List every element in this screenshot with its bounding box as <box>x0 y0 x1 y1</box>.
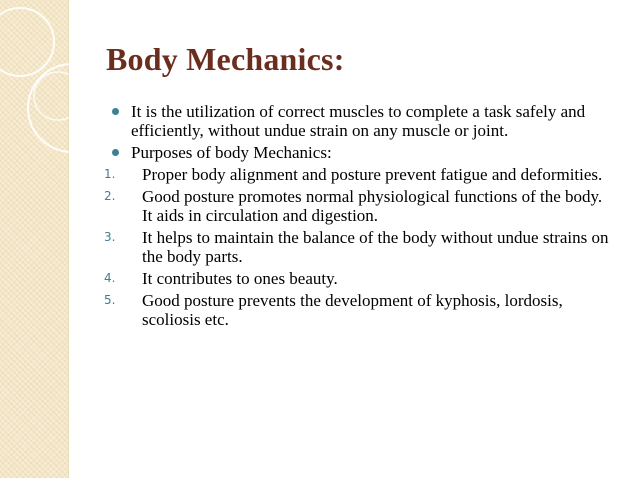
list-item-text: Proper body alignment and posture prevent fatigue and deformities. <box>142 165 603 184</box>
slide-content <box>104 102 613 332</box>
list-item <box>104 291 613 329</box>
list-item <box>104 187 613 225</box>
decorative-circle-small <box>34 72 82 120</box>
list-item-text: Good posture promotes normal physiological functions of the body. It aids in circulation and digestion. <box>142 187 603 225</box>
bullet-item-definition <box>108 102 613 140</box>
list-number: 4. <box>104 271 116 285</box>
bullet-text: It is the utilization of correct muscles to complete a task safely and efficiently, without undue strain on any muscle or joint. <box>131 102 586 140</box>
bullet-text: Purposes of body Mechanics: <box>131 143 332 162</box>
decorative-circle-top <box>0 8 54 76</box>
decorative-side-band <box>0 0 69 478</box>
list-number: 2. <box>104 189 116 203</box>
list-number: 3. <box>104 230 116 244</box>
bullet-icon <box>112 108 119 115</box>
list-item-text: It helps to maintain the balance of the body without undue strains on the body parts. <box>142 228 609 266</box>
slide-title: Body Mechanics: <box>106 41 345 77</box>
list-item <box>104 165 613 184</box>
bullet-icon <box>112 149 119 156</box>
list-item-text: Good posture prevents the development of kyphosis, lordosis, scoliosis etc. <box>142 291 563 329</box>
list-item-text: It contributes to ones beauty. <box>142 269 338 288</box>
list-item <box>104 269 613 288</box>
bullet-item-purposes <box>108 143 613 162</box>
list-number: 1. <box>104 167 116 181</box>
purposes-list <box>104 165 613 329</box>
list-item <box>104 228 613 266</box>
list-number: 5. <box>104 293 116 307</box>
decorative-circles <box>0 0 120 478</box>
